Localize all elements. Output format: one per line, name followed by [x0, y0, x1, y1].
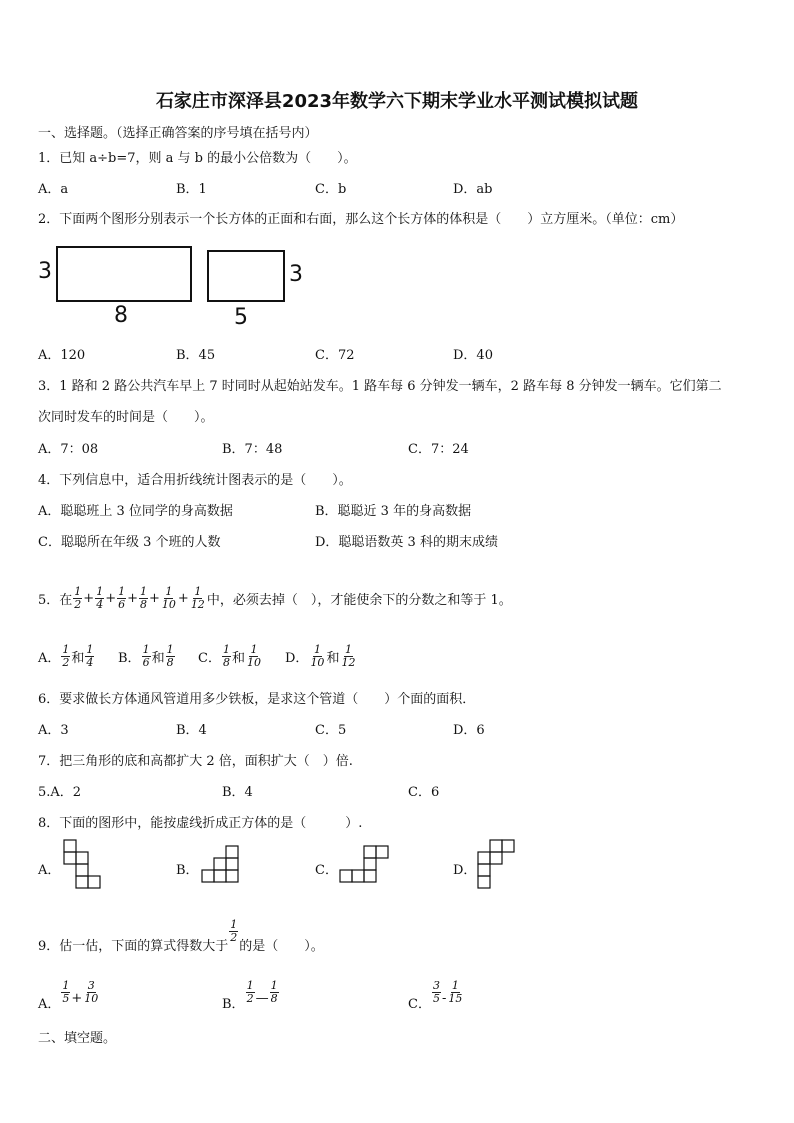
question-6: 6．要求做长方体通风管道用多少铁板，是求这个管道（ ）个面的面积．: [38, 692, 476, 707]
question-1: 1．已知 a÷b=7，则 a 与 b 的最小公倍数为（ ）。: [38, 151, 357, 166]
question-5: [38, 578, 512, 618]
question-8: 8．下面的图形中，能按虚线折成正方体的是（ ）.: [38, 816, 363, 831]
q6-option-a[interactable]: A．3: [38, 723, 69, 738]
q9-option-b[interactable]: B． $\frac{1}{2}$ — $\frac{1}{8}$: [222, 978, 278, 1012]
question-7: 7．把三角形的底和高都扩大 2 倍，面积扩大（ ）倍.: [38, 754, 353, 769]
q5-frac-5: $\frac{1}{10}$: [161, 584, 176, 611]
plus-sign: +: [105, 590, 117, 606]
front-width-label: 8: [114, 303, 128, 328]
front-height-label: 3: [38, 259, 52, 284]
q5-frac-1: $\frac{1}{2}$: [74, 584, 82, 611]
q3-option-c[interactable]: C．7：24: [408, 442, 469, 457]
section-heading-choice: 一、选择题。（选择正确答案的序号填在括号内）: [38, 126, 318, 141]
question-4: 4．下列信息中，适合用折线统计图表示的是（ ）。: [38, 473, 352, 488]
q5-frac-2: $\frac{1}{4}$: [96, 584, 104, 611]
q3-option-a[interactable]: A．7：08: [38, 442, 99, 457]
right-height-label: 3: [289, 262, 303, 287]
q4-option-a[interactable]: A．聪聪班上 3 位同学的身高数据: [38, 504, 233, 519]
q5-option-d[interactable]: D． $\frac{1}{10}$ 和 $\frac{1}{12}$: [285, 642, 356, 669]
page-title: 石家庄市深泽县2023年数学六下期末学业水平测试模拟试题: [155, 91, 639, 112]
plus-sign: +: [83, 590, 95, 606]
q5-frac-3: $\frac{1}{6}$: [118, 584, 126, 611]
q8-option-a-label[interactable]: A．: [38, 863, 61, 878]
q4-option-b[interactable]: B．聪聪近 3 年的身高数据: [315, 504, 472, 519]
q7-option-c[interactable]: C．6: [408, 785, 440, 800]
q6-option-d[interactable]: D．6: [453, 723, 485, 738]
q8-net-d[interactable]: [474, 836, 520, 894]
question-9: 9．估一估，下面的算式得数大于 $\frac{1}{2}$ 的是（ ）。: [38, 918, 324, 954]
q9-half-frac: $\frac{1}{2}$: [230, 918, 238, 944]
q4-option-c[interactable]: C．聪聪所在年级 3 个班的人数: [38, 535, 221, 550]
q5-frac-4: $\frac{1}{8}$: [140, 584, 147, 611]
q2-option-d[interactable]: D．40: [453, 348, 493, 363]
q5-frac-6: $\frac{1}{12}$: [190, 584, 205, 611]
q9-option-c[interactable]: C． $\frac{3}{5}$ - $\frac{1}{15}$: [408, 978, 463, 1012]
q5-prefix: 5．在: [38, 592, 73, 608]
q1-option-b[interactable]: B．1: [176, 182, 207, 197]
q6-option-c[interactable]: C．5: [315, 723, 347, 738]
q8-option-b-label[interactable]: B．: [176, 863, 199, 878]
q8-option-d-label[interactable]: D．: [453, 863, 477, 878]
q1-option-d[interactable]: D．ab: [453, 182, 493, 197]
question-3-line2: 次同时发车的时间是（ ）。: [38, 410, 214, 425]
section-heading-fill: 二、填空题。: [38, 1031, 117, 1046]
q1-option-a[interactable]: A．a: [38, 182, 69, 197]
q5-option-c[interactable]: C． $\frac{1}{8}$ 和 $\frac{1}{10}$: [198, 642, 261, 669]
q2-option-b[interactable]: B．45: [176, 348, 216, 363]
q5-option-a[interactable]: A． $\frac{1}{2}$ 和 $\frac{1}{4}$: [38, 642, 94, 669]
q1-option-c[interactable]: C．b: [315, 182, 347, 197]
front-face-rect: [56, 246, 192, 302]
q9-option-a[interactable]: A． $\frac{1}{5}$ + $\frac{3}{10}$: [38, 978, 99, 1012]
q8-net-c[interactable]: [336, 842, 392, 888]
q6-option-b[interactable]: B．4: [176, 723, 207, 738]
plus-sign: +: [127, 590, 138, 606]
right-face-rect: [207, 250, 285, 302]
q7-option-b[interactable]: B．4: [222, 785, 253, 800]
q2-option-a[interactable]: A．120: [38, 348, 86, 363]
q3-option-b[interactable]: B．7：48: [222, 442, 283, 457]
q8-option-c-label[interactable]: C．: [315, 863, 338, 878]
q2-option-c[interactable]: C．72: [315, 348, 355, 363]
question-3-line1: 3．1 路和 2 路公共汽车早上 7 时同时从起始站发车。1 路车每 6 分钟发一辆车，2 路车每 8 分钟发一辆车。它们第二: [38, 379, 722, 394]
q7-option-a[interactable]: 5.A．2: [38, 785, 82, 800]
q5-suffix: 中，必须去掉（ ），才能使余下的分数之和等于 1。: [206, 592, 512, 608]
plus-sign: +: [149, 590, 160, 606]
q5-option-b[interactable]: B． $\frac{1}{6}$ 和 $\frac{1}{8}$: [118, 642, 174, 669]
q8-net-a[interactable]: [60, 838, 102, 894]
right-width-label: 5: [234, 305, 248, 330]
plus-sign: +: [177, 590, 189, 606]
question-2: 2．下面两个图形分别表示一个长方体的正面和右面，那么这个长方体的体积是（ ）立方厘米。（单位：cm）: [38, 212, 684, 227]
q8-net-b[interactable]: [198, 842, 244, 888]
q4-option-d[interactable]: D．聪聪语数英 3 科的期末成绩: [315, 535, 498, 550]
